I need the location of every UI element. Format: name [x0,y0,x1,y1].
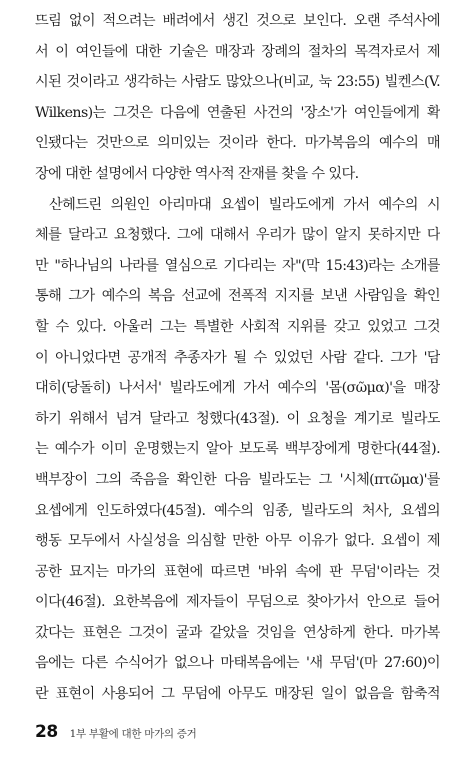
paragraph [35,190,440,710]
page-footer [35,722,196,746]
text-line: 만 "하나님의 나라를 열심으로 기다리는 자"(막 15:43)라는 소개를 [35,257,440,274]
text-line: 장에 대한 설명에서 다양한 역사적 잔재를 찾을 수 있다. [35,165,359,182]
text-line: 행동 모두에서 사실성을 의심할 만한 아무 이유가 없다. 요셉이 제 [35,533,440,550]
text-line: 백부장이 그의 죽음을 확인한 다음 빌라도는 그 '시체(πτῶμα)'를 [35,471,440,488]
page-number: 28 [35,722,58,742]
body-text [35,6,440,710]
text-line: 공한 묘지는 마가의 표현에 따르면 '바위 속에 판 무덤'이라는 것 [35,563,440,580]
text-line: 체를 달라고 요청했다. 그에 대해서 우리가 많이 알지 못하지만 다 [35,227,440,244]
running-head: 1부 부활에 대한 마가의 증거 [69,728,197,740]
text-line: 서 이 여인들에 대한 기술은 매장과 장례의 절차의 목격자로서 제 [35,43,440,60]
text-line: 음에는 다른 수식어가 없으나 마태복음에는 '새 무덤'(마 27:60)이 [35,655,440,672]
text-line: 는 예수가 이미 운명했는지 알아 보도록 백부장에게 명한다(44절). [35,441,440,458]
text-line: 갔다는 표현은 그것이 굴과 같았을 것임을 연상하게 한다. 마가복 [35,624,440,641]
paragraph [35,6,440,190]
text-line: 요셉에게 인도하였다(45절). 예수의 임종, 빌라도의 처사, 요셉의 [35,502,440,519]
text-line: 이다(46절). 요한복음에 제자들이 무덤으로 찾아가서 안으로 들어 [35,594,440,611]
text-line: 산헤드린 의원인 아리마대 요셉이 빌라도에게 가서 예수의 시 [49,196,440,213]
text-line: Wilkens)는 그것은 다음에 연출된 사건의 '장소'가 여인들에게 확 [35,104,440,121]
text-line: 인됐다는 것만으로 의미있는 것이라 한다. 마가복음의 예수의 매 [35,135,440,152]
text-line: 뜨림 없이 적으려는 배려에서 생긴 것으로 보인다. 오랜 주석사에 [35,13,440,29]
text-line: 이 아니었다면 공개적 추종자가 될 수 있었던 사람 같다. 그가 '담 [35,349,440,366]
text-line: 할 수 있다. 아울러 그는 특별한 사회적 지위를 갖고 있었고 그것 [35,318,440,335]
text-line: 대히(당돌히) 나서서' 빌라도에게 가서 예수의 '몸(σῶμα)'을 매장 [35,380,440,397]
text-line: 시된 것이라고 생각하는 사람도 많았으나(비교, 눅 23:55) 빌켄스(V. [35,74,440,91]
text-line: 통해 그가 예수의 복음 선교에 전폭적 지지를 보낸 사람임을 확인 [35,288,440,305]
text-line: 란 표현이 사용되어 그 무덤에 아무도 매장된 일이 없음을 함축적 [35,686,440,703]
text-line: 하기 위해서 넘겨 달라고 청했다(43절). 이 요청을 계기로 빌라도 [35,410,440,427]
